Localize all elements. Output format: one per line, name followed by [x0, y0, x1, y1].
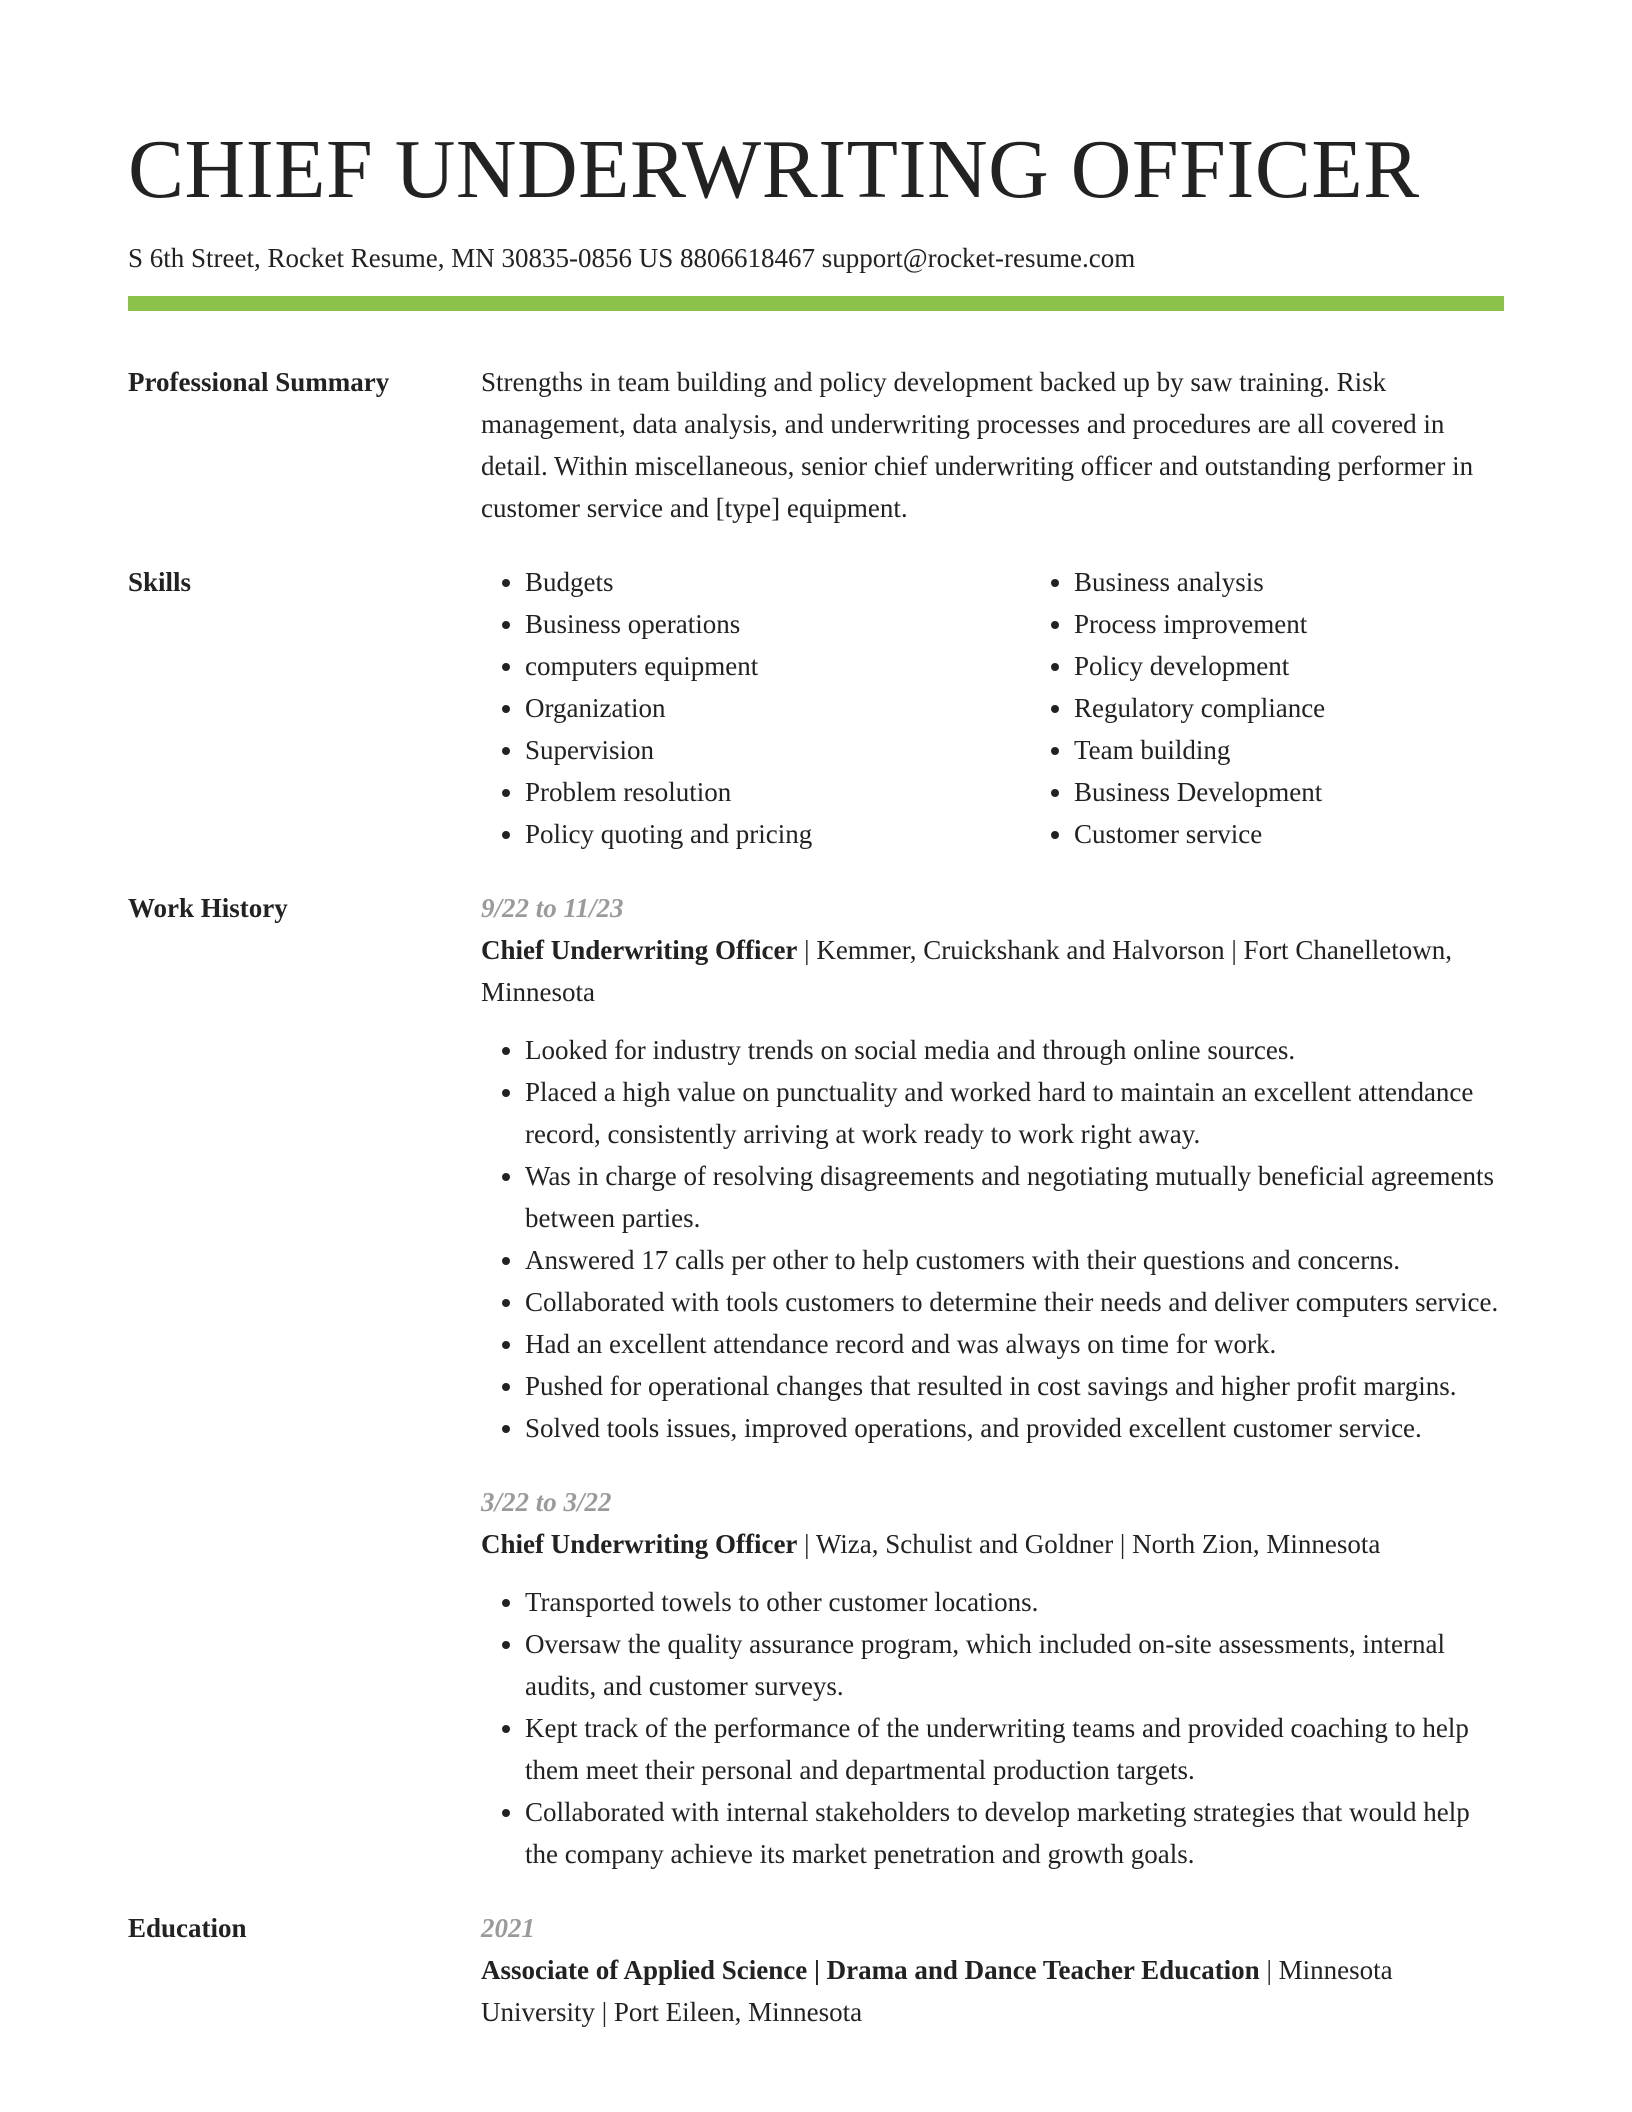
skill-item: • Team building [1074, 729, 1579, 771]
job-employer-location: | Kemmer, Cruickshank and Halvorson | Fort Chanelletown, Minnesota [481, 935, 1453, 1007]
skill-item: • Process improvement [1074, 603, 1579, 645]
page-title: CHIEF UNDERWRITING OFFICER [128, 123, 1420, 216]
skill-item: • Supervision [525, 729, 1030, 771]
job-date: 3/22 to 3/22 [481, 1487, 612, 1517]
job-bullet: • Kept track of the performance of the underwriting teams and provided coaching to help them meet their personal and departmental production targets. [525, 1707, 1504, 1791]
section-label-skills: Skills [128, 567, 192, 597]
education-section [128, 1907, 1504, 2033]
skill-item: • Regulatory compliance [1074, 687, 1579, 729]
section-label-summary: Professional Summary [128, 367, 390, 397]
skill-item: • Customer service [1074, 813, 1579, 855]
job-title: Chief Underwriting Officer [481, 1529, 798, 1559]
job-bullet: • Collaborated with tools customers to determine their needs and deliver computers service. [525, 1281, 1504, 1323]
education-degree: Associate of Applied Science | Drama and Dance Teacher Education [481, 1955, 1260, 1985]
summary-text: Strengths in team building and policy development backed up by saw training. Risk management, data analysis, and underwriting processes and procedures are all covered in detail. Within miscellaneous, senior chief underwriting officer and outstanding performer in customer service and [type] equipment. [481, 367, 1474, 523]
skill-item: • Organization [525, 687, 1030, 729]
job-bullet: • Had an excellent attendance record and was always on time for work. [525, 1323, 1504, 1365]
job-date: 9/22 to 11/23 [481, 893, 624, 923]
skill-item: • Policy quoting and pricing [525, 813, 1030, 855]
skill-item: • Business analysis [1074, 561, 1579, 603]
skill-item: • Budgets [525, 561, 1030, 603]
summary-section [128, 361, 1504, 529]
job-bullets [481, 1581, 1504, 1875]
skill-item: • Problem resolution [525, 771, 1030, 813]
skill-item: • computers equipment [525, 645, 1030, 687]
job-bullet: • Answered 17 calls per other to help customers with their questions and concerns. [525, 1239, 1504, 1281]
job-bullet: • Pushed for operational changes that resulted in cost savings and higher profit margins. [525, 1365, 1504, 1407]
skills-list-left [481, 561, 1030, 855]
skill-item: • Business Development [1074, 771, 1579, 813]
job-heading [481, 1523, 1504, 1565]
section-label-education: Education [128, 1913, 247, 1943]
job-title: Chief Underwriting Officer [481, 935, 798, 965]
job-bullet: • Placed a high value on punctuality and worked hard to maintain an excellent attendance record, consistently arriving at work ready to work right away. [525, 1071, 1504, 1155]
skill-item: • Business operations [525, 603, 1030, 645]
job-entry [481, 887, 1504, 1449]
job-bullet: • Collaborated with internal stakeholders to develop marketing strategies that would help the company achieve its market penetration and growth goals. [525, 1791, 1504, 1875]
section-label-work-history: Work History [128, 893, 288, 923]
contact-line: S 6th Street, Rocket Resume, MN 30835-0856 US 8806618467 support@rocket-resume.com [128, 243, 1136, 273]
job-heading [481, 929, 1504, 1013]
job-bullet: • Looked for industry trends on social media and through online sources. [525, 1029, 1504, 1071]
skills-list-right [1030, 561, 1579, 855]
skills-section [128, 561, 1504, 855]
job-bullet: • Transported towels to other customer locations. [525, 1581, 1504, 1623]
job-bullet: • Solved tools issues, improved operations, and provided excellent customer service. [525, 1407, 1504, 1449]
education-heading [481, 1949, 1504, 2033]
job-bullet: • Oversaw the quality assurance program, which included on-site assessments, internal audits, and customer surveys. [525, 1623, 1504, 1707]
header-divider [128, 296, 1504, 311]
job-employer-location: | Wiza, Schulist and Goldner | North Zion, Minnesota [797, 1529, 1381, 1559]
job-bullets [481, 1029, 1504, 1449]
job-entry [481, 1481, 1504, 1875]
education-date: 2021 [481, 1913, 535, 1943]
skill-item: • Policy development [1074, 645, 1579, 687]
work-history-section [128, 887, 1504, 1875]
education-school-location: | Minnesota University | Port Eileen, Minnesota [481, 1955, 1393, 2027]
job-bullet: • Was in charge of resolving disagreements and negotiating mutually beneficial agreements between parties. [525, 1155, 1504, 1239]
